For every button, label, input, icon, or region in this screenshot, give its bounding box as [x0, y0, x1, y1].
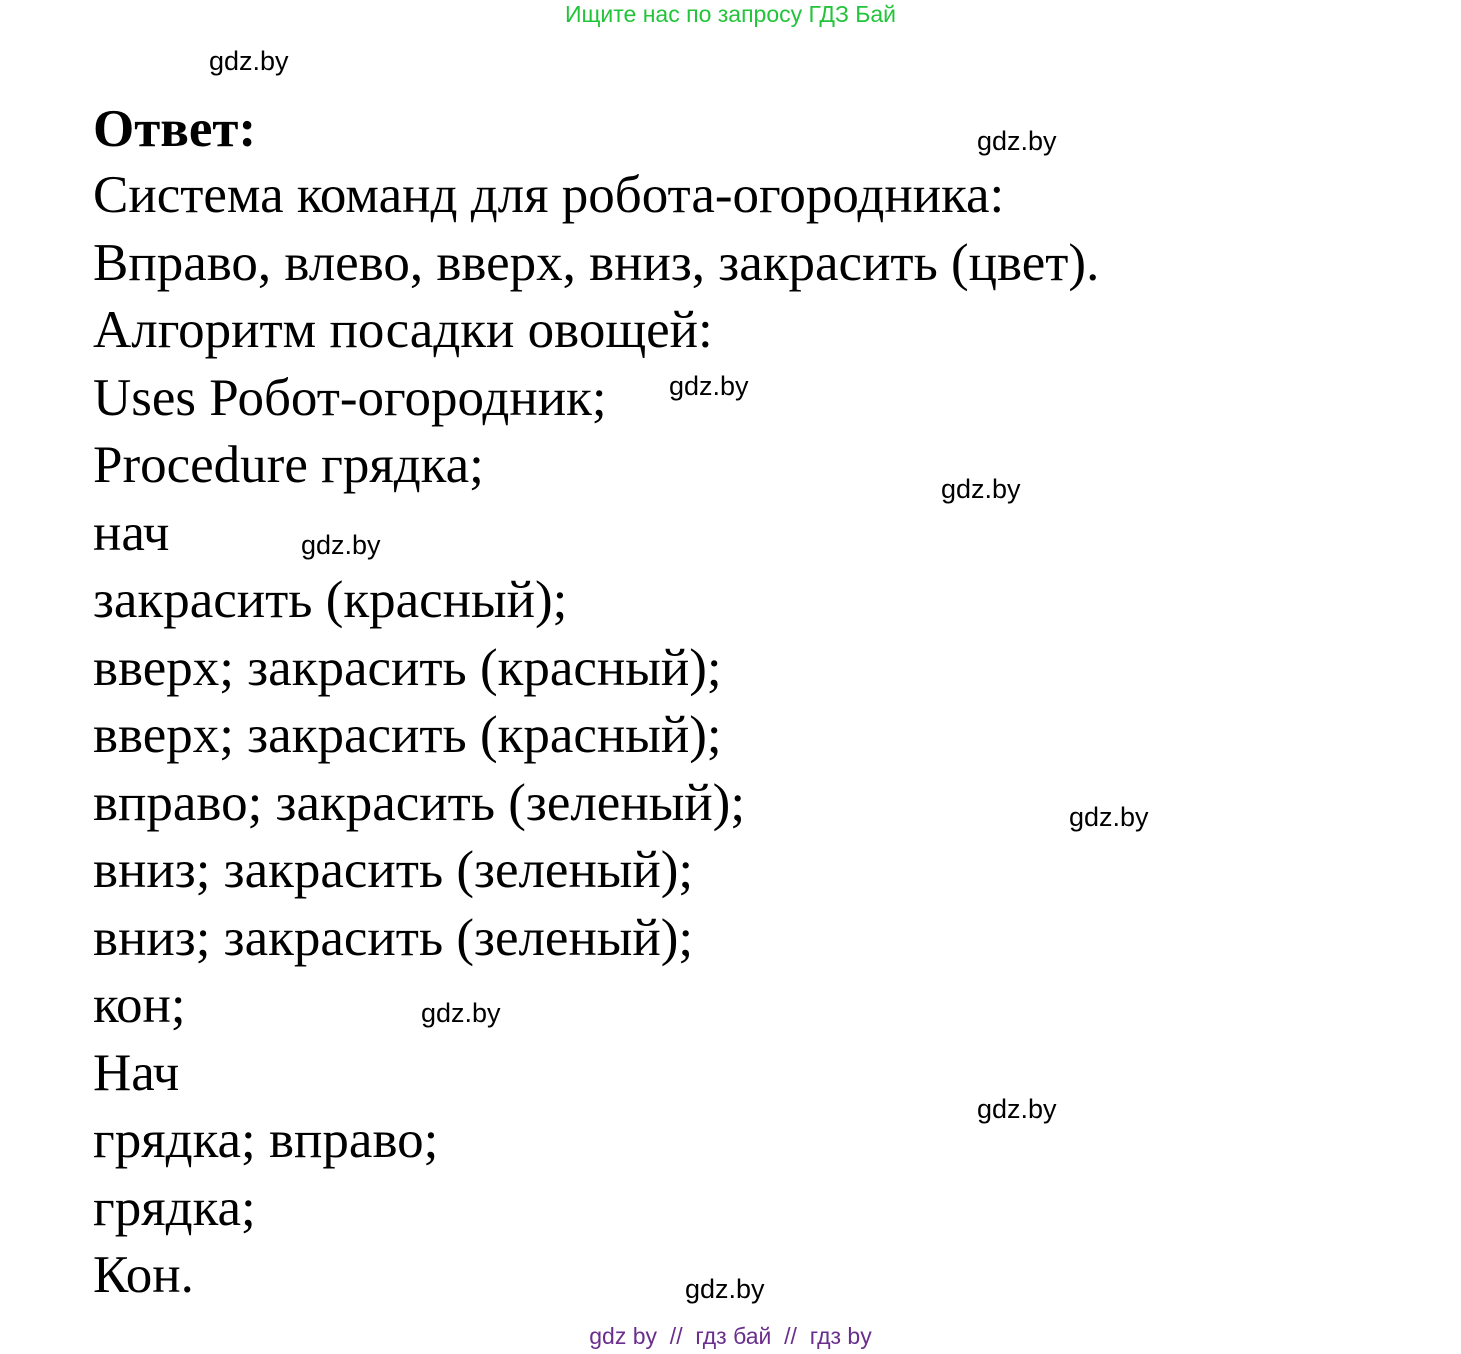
code-line: вниз; закрасить (зеленый);	[93, 908, 694, 967]
code-line: кон;	[93, 976, 186, 1034]
watermark: gdz.by	[977, 126, 1057, 156]
text-line: Вправо, влево, вверх, вниз, закрасить (цвет).	[93, 233, 1100, 292]
watermark: gdz.by	[301, 530, 381, 560]
footer: gdz by // гдз бай // гдз by	[589, 1323, 872, 1349]
watermark: gdz.by	[685, 1274, 765, 1304]
watermark: gdz.by	[1069, 802, 1149, 832]
code-line: вверх; закрасить (красный);	[93, 638, 722, 697]
code-line: грядка; вправо;	[93, 1111, 439, 1169]
code-line: вверх; закрасить (красный);	[93, 706, 722, 764]
code-line: вправо; закрасить (зеленый);	[93, 773, 746, 832]
top-banner: Ищите нас по запросу ГДЗ Бай	[564, 1, 897, 27]
watermark: gdz.by	[209, 46, 289, 76]
code-line: Кон.	[93, 1246, 194, 1304]
code-line: вниз; закрасить (зеленый);	[93, 841, 694, 899]
code-line: грядка;	[93, 1178, 256, 1237]
answer-heading: Ответ:	[93, 100, 257, 158]
watermark: gdz.by	[421, 998, 501, 1028]
code-line: Procedure грядка;	[93, 436, 484, 494]
watermark: gdz.by	[669, 371, 749, 401]
text-line: Система команд для робота-огородника:	[93, 166, 1005, 224]
watermark: gdz.by	[977, 1094, 1057, 1124]
text-line: Алгоритм посадки овощей:	[93, 301, 713, 359]
code-line: Uses Робот-огородник;	[93, 368, 607, 427]
watermark: gdz.by	[941, 474, 1021, 504]
code-line: Нач	[93, 1043, 180, 1102]
answer-body	[93, 162, 1099, 1310]
code-line: нач	[93, 503, 170, 562]
code-line: закрасить (красный);	[93, 571, 568, 629]
